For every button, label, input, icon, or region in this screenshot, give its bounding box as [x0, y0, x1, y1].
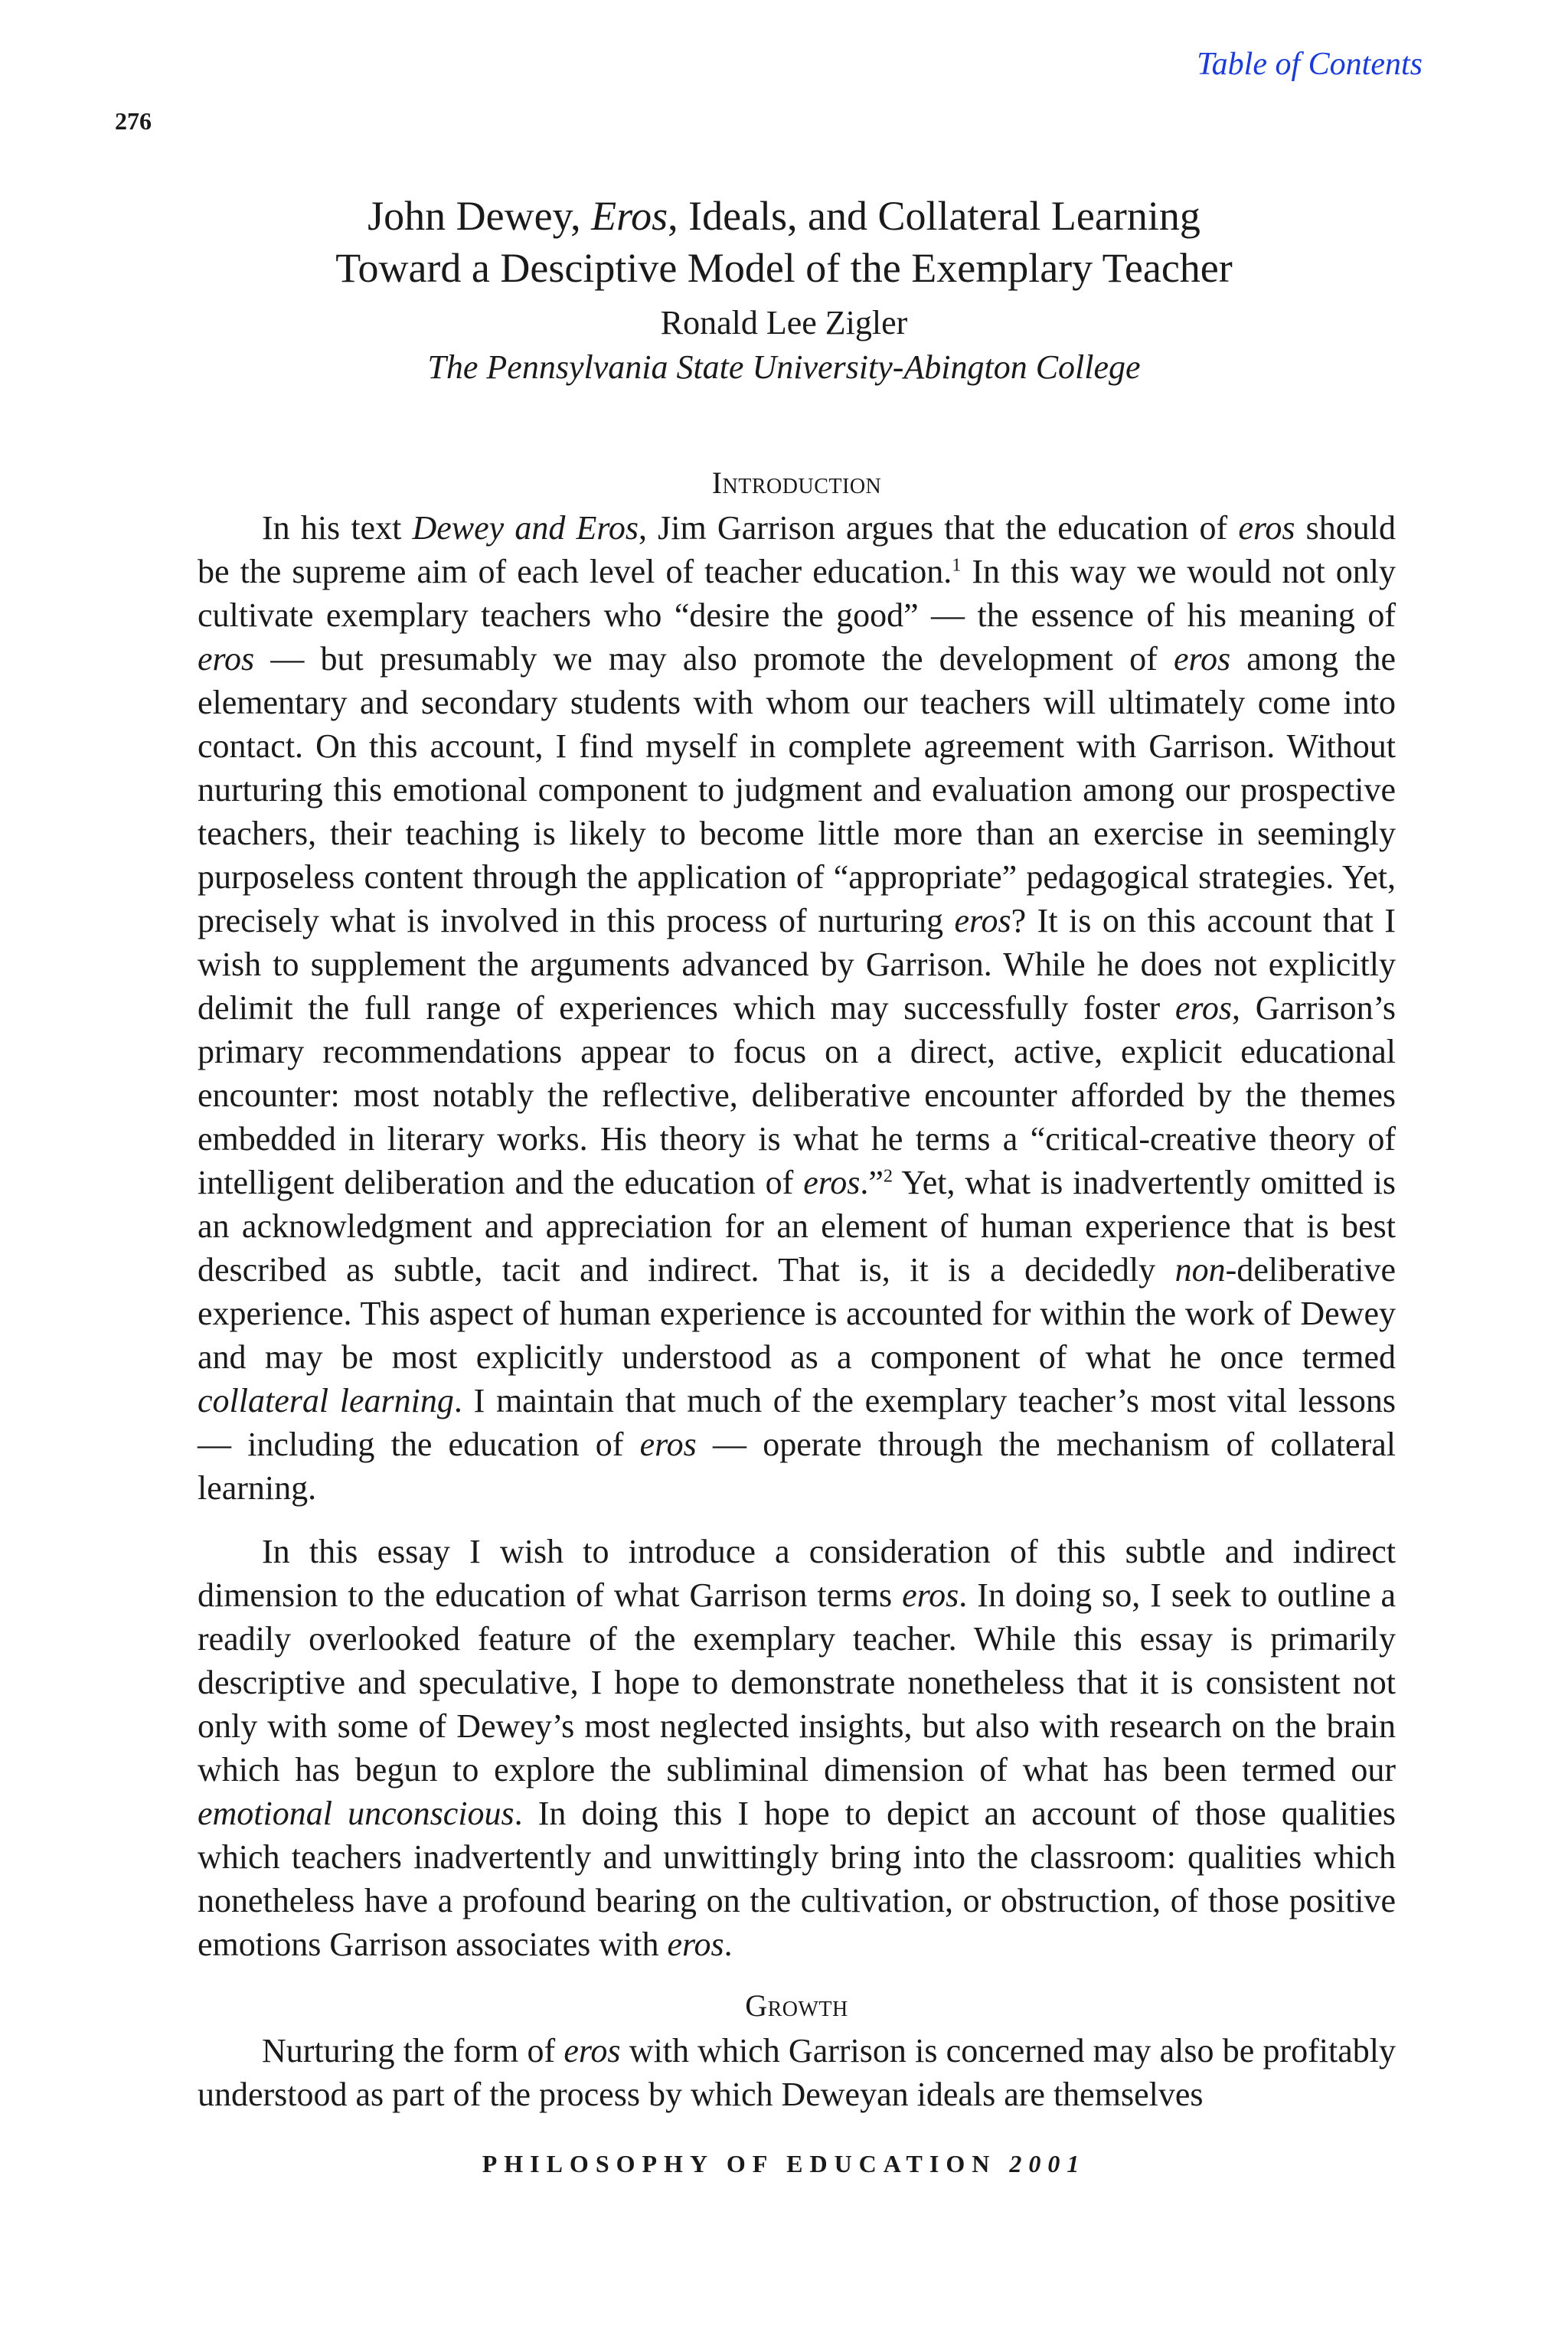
journal-footer: PHILOSOPHY OF EDUCATION 2001	[482, 2150, 1086, 2177]
section-heading-introduction: Introduction	[711, 466, 882, 500]
title-block	[0, 190, 1568, 389]
footnote-marker: 1	[952, 554, 962, 576]
article-subtitle: Toward a Desciptive Model of the Exemplary Teacher	[335, 245, 1233, 291]
paragraph: Nurturing the form of eros with which Garrison is concerned may also be profitably understood as part of the process by which Deweyan ideals are themselves	[198, 2032, 1396, 2113]
article-title: John Dewey, Eros, Ideals, and Collateral Learning	[368, 193, 1200, 239]
paragraph: In this essay I wish to introduce a consideration of this subtle and indirect dimension to the education of what Garrison terms eros. In doing so, I seek to outline a readily overlooked feature of the exemplary teacher. While this essay is primarily descriptive and speculative, I hope to demonstrate nonetheless that it is consistent not only with some of Dewey’s most neglected insights, but also with research on the brain which has begun to explore the subliminal dimension of what has been termed our emotional unconscious. In doing this I hope to depict an account of those qualities which teachers inadvertently and unwittingly bring into the classroom: qualities which nonetheless have a profound bearing on the cultivation, or obstruction, of those positive emotions Garrison associates with eros.	[198, 1533, 1396, 1963]
author-affiliation: The Pennsylvania State University-Abington College	[427, 348, 1141, 386]
footnote-marker: 2	[883, 1165, 893, 1187]
page-number: 276	[115, 107, 152, 135]
author-name: Ronald Lee Zigler	[660, 304, 908, 341]
article-body	[198, 463, 1396, 2116]
paragraph: In his text Dewey and Eros, Jim Garrison argues that the education of eros should be the supreme aim of each level of teacher education.$^1$ In this way we would not only cultivate exemplary teachers who “desire the good” — the essence of his meaning of eros — but presumably we may also promote the development of eros among the elementary and secondary students with whom our teachers will ultimately come into contact. On this account, I find myself in complete agreement with Garrison. Without nurturing this emotional component to judgment and evaluation among our prospective teachers, their teaching is likely to become little more than an exercise in seemingly purposeless content through the application of “appropriate” pedagogical strategies. Yet, precisely what is involved in this process of nurturing eros? It is on this account that I wish to supplement the arguments advanced by Garrison. While he does not explicitly delimit the full range of experiences which may successfully foster eros, Garrison’s primary recommendations appear to focus on a direct, active, explicit educational encounter: most notably the reflective, deliberative encounter afforded by the themes embedded in literary works. His theory is what he terms a “critical-creative theory of intelligent deliberation and the education of eros.”$^2$ Yet, what is inadvertently omitted is an acknowledgment and appreciation for an element of human experience that is best described as subtle, tacit and indirect. That is, it is a decidedly non-deliberative experience. This aspect of human experience is accounted for within the work of Dewey and may be most explicitly understood as a component of what he once termed collateral learning. I maintain that much of the exemplary teacher’s most vital lessons — including the education of eros — operate through the mechanism of collateral learning.	[198, 509, 1396, 1507]
table-of-contents-link[interactable]: Table of Contents	[1197, 47, 1423, 82]
section-heading-growth: Growth	[745, 1988, 848, 2023]
